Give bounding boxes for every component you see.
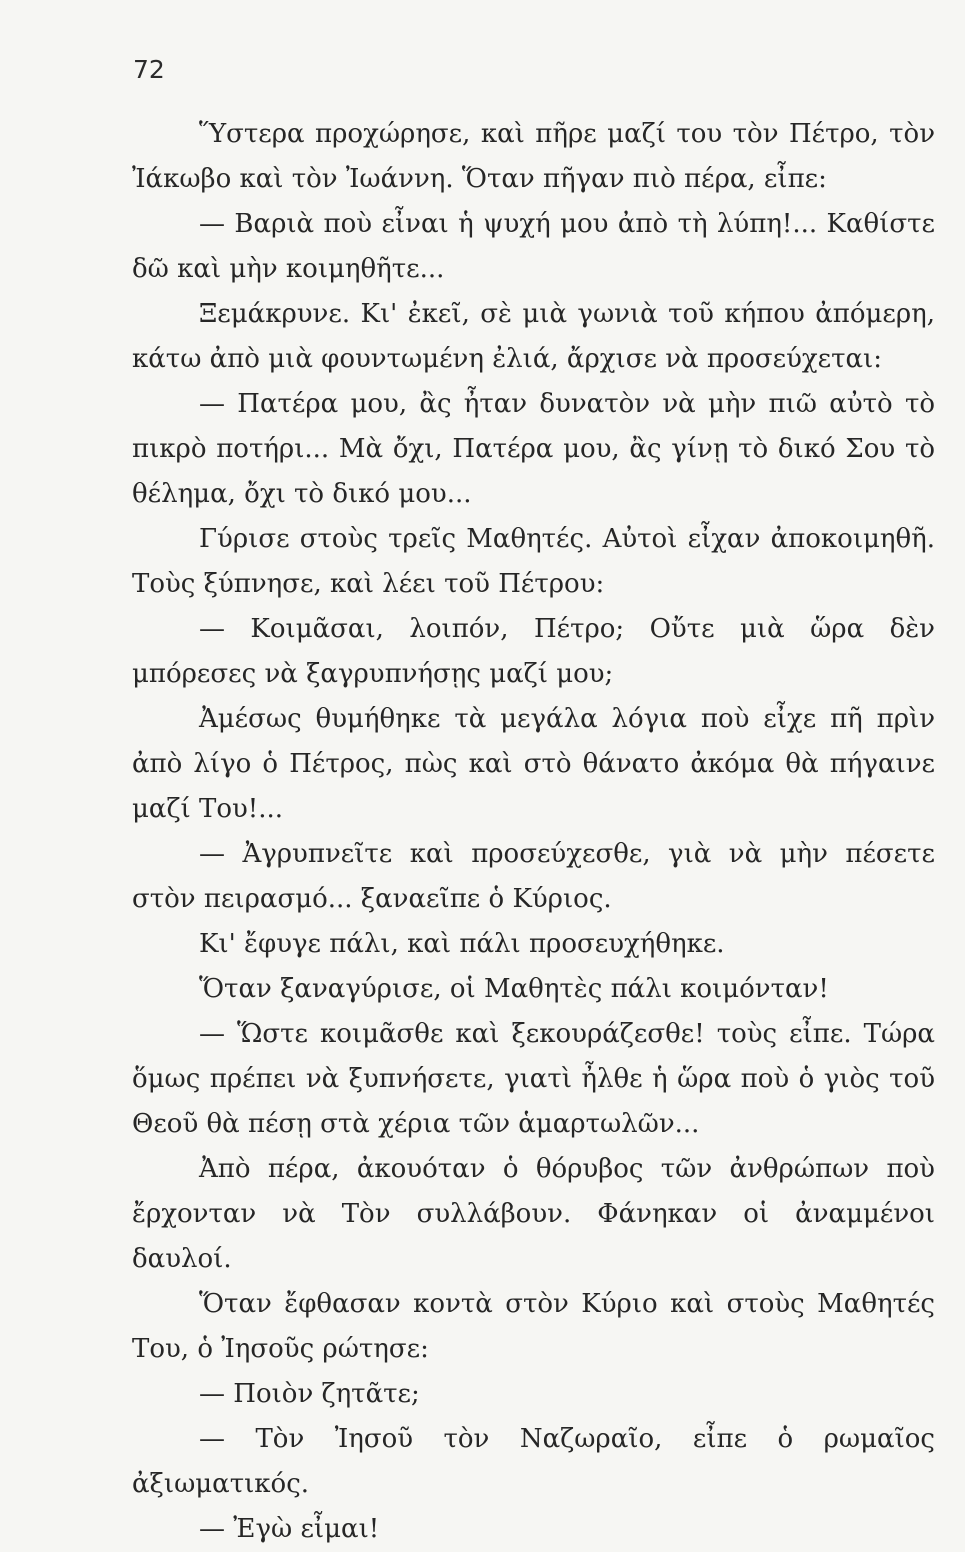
paragraph: Ὅταν ξαναγύρισε, οἱ Μαθητὲς πάλι κοιμόνταν! — [199, 974, 829, 1004]
paragraph: Ἀμέσως θυμήθηκε τὰ μεγάλα λόγια ποὺ εἶχε πῆ πρὶν ἀπὸ λίγο ὁ Πέτρος, πὼς καὶ στὸ θάνατο ἀκόμα θὰ πήγαινε μαζί Του!... — [132, 704, 935, 824]
body-text — [132, 112, 935, 1552]
paragraph: Ὕστερα προχώρησε, καὶ πῆρε μαζί του τὸν Πέτρο, τὸν Ἰάκωβο καὶ τὸν Ἰωάννη. Ὅταν πῆγαν πιὸ πέρα, εἶπε: — [132, 119, 935, 194]
paragraph: — Κοιμᾶσαι, λοιπόν, Πέτρο; Οὔτε μιὰ ὥρα δὲν μπόρεσες νὰ ξαγρυπνήσῃς μαζί μου; — [132, 614, 935, 689]
paragraph: — Βαριὰ ποὺ εἶναι ἡ ψυχή μου ἀπὸ τὴ λύπη!... Καθίστε δῶ καὶ μὴν κοιμηθῆτε... — [132, 209, 935, 284]
page-number: 72 — [133, 55, 165, 84]
paragraph: — Πατέρα μου, ἂς ἦταν δυνατὸν νὰ μὴν πιῶ αὐτὸ τὸ πικρὸ ποτήρι... Μὰ ὄχι, Πατέρα μου, ἂς γίνῃ τὸ δικό Σου τὸ θέλημα, ὄχι τὸ δικό μου... — [132, 389, 935, 509]
paragraph: Ὅταν ἔφθασαν κοντὰ στὸν Κύριο καὶ στοὺς Μαθητές Του, ὁ Ἰησοῦς ρώτησε: — [132, 1289, 935, 1364]
paragraph: — Ποιὸν ζητᾶτε; — [199, 1379, 420, 1409]
paragraph: Ἀπὸ πέρα, ἀκουόταν ὁ θόρυβος τῶν ἀνθρώπων ποὺ ἔρχονταν νὰ Τὸν συλλάβουν. Φάνηκαν οἱ ἀναμμένοι δαυλοί. — [132, 1154, 935, 1274]
paragraph: Κι' ἔφυγε πάλι, καὶ πάλι προσευχήθηκε. — [199, 929, 725, 959]
paragraph: Ξεμάκρυνε. Κι' ἐκεῖ, σὲ μιὰ γωνιὰ τοῦ κήπου ἀπόμερη, κάτω ἀπὸ μιὰ φουντωμένη ἐλιά, ἄρχισε νὰ προσεύχεται: — [132, 299, 935, 374]
paragraph: Γύρισε στοὺς τρεῖς Μαθητές. Αὐτοὶ εἶχαν ἀποκοιμηθῆ. Τοὺς ξύπνησε, καὶ λέει τοῦ Πέτρου: — [132, 524, 935, 599]
paragraph: — Ὥστε κοιμᾶσθε καὶ ξεκουράζεσθε! τοὺς εἶπε. Τώρα ὅμως πρέπει νὰ ξυπνήσετε, γιατὶ ἦλθε ἡ ὥρα ποὺ ὁ γιὸς τοῦ Θεοῦ θὰ πέσῃ στὰ χέρια τῶν ἁμαρτωλῶν... — [132, 1019, 935, 1139]
paragraph: — Τὸν Ἰησοῦ τὸν Ναζωραῖο, εἶπε ὁ ρωμαῖος ἀξιωματικός. — [132, 1424, 935, 1499]
paragraph: — Ἐγὼ εἶμαι! — [199, 1514, 380, 1544]
paragraph: — Ἀγρυπνεῖτε καὶ προσεύχεσθε, γιὰ νὰ μὴν πέσετε στὸν πειρασμό... ξαναεῖπε ὁ Κύριος. — [132, 839, 935, 914]
